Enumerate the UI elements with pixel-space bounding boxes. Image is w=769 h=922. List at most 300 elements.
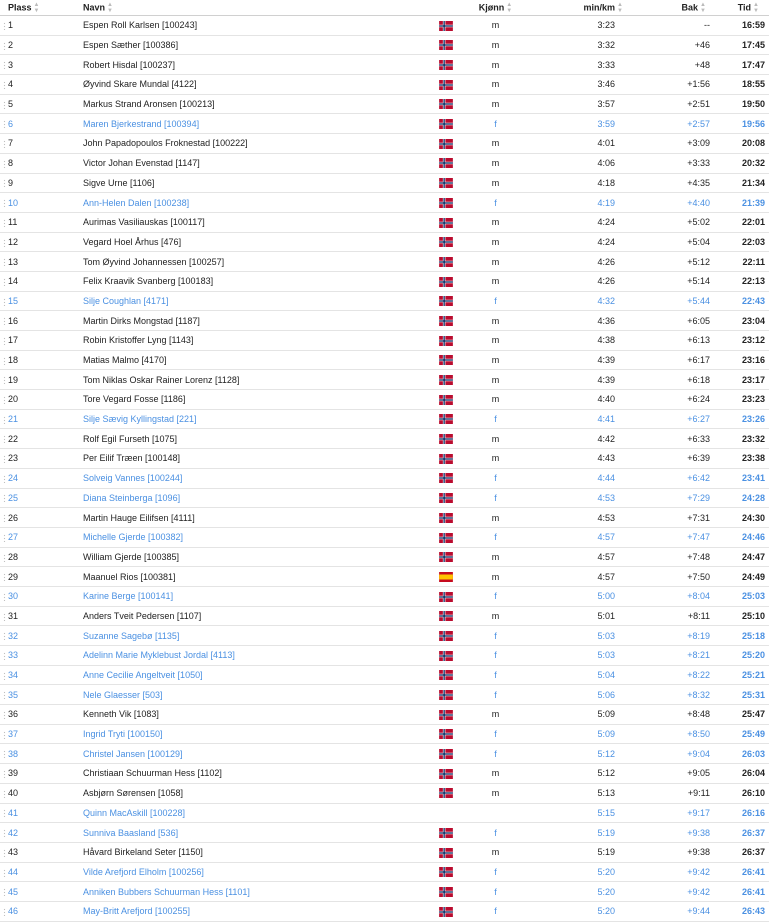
time-cell: 26:03 (718, 744, 769, 764)
gender-cell: m (463, 271, 528, 291)
behind-cell: +3:09 (633, 134, 718, 154)
drag-handle-icon[interactable] (3, 750, 6, 758)
gender-cell: m (463, 508, 528, 528)
gender-cell: m (463, 55, 528, 75)
column-header-tid[interactable] (718, 0, 769, 16)
flag-cell (439, 252, 463, 272)
drag-handle-icon[interactable] (3, 101, 6, 109)
pace-cell: 4:19 (528, 193, 633, 213)
flag-cell (439, 586, 463, 606)
column-header-flag (439, 0, 463, 16)
name-link[interactable]: Karine Berge [100141] (76, 586, 439, 606)
flag-cell (439, 94, 463, 114)
place-cell (0, 449, 76, 469)
table-row[interactable] (0, 193, 769, 213)
column-header-navn[interactable] (76, 0, 439, 16)
place-cell (0, 468, 76, 488)
table-row[interactable] (0, 685, 769, 705)
column-header-plass[interactable] (0, 0, 76, 16)
time-cell: 26:41 (718, 862, 769, 882)
place-cell (0, 55, 76, 75)
table-row[interactable] (0, 705, 769, 725)
place-cell (0, 508, 76, 528)
place-value: 30 (8, 591, 19, 602)
place-value: 11 (8, 217, 18, 228)
drag-handle-icon[interactable] (3, 22, 6, 30)
place-cell (0, 488, 76, 508)
drag-handle-icon[interactable] (3, 416, 6, 424)
pace-cell: 4:57 (528, 567, 633, 587)
name-link[interactable]: Christel Jansen [100129] (76, 744, 439, 764)
flag-cell (439, 16, 463, 36)
place-cell (0, 193, 76, 213)
table-row[interactable] (0, 16, 769, 36)
time-cell: 25:47 (718, 705, 769, 725)
gender-cell: m (463, 567, 528, 587)
pace-cell: 4:57 (528, 547, 633, 567)
place-value: 23 (8, 453, 19, 464)
table-row[interactable] (0, 803, 769, 823)
place-cell (0, 16, 76, 36)
drag-handle-icon[interactable] (3, 81, 6, 89)
drag-handle-icon[interactable] (3, 849, 6, 857)
table-row[interactable] (0, 744, 769, 764)
place-value: 8 (8, 158, 14, 169)
place-cell (0, 586, 76, 606)
table-row[interactable] (0, 370, 769, 390)
place-cell (0, 291, 76, 311)
table-row[interactable] (0, 646, 769, 666)
table-row[interactable] (0, 134, 769, 154)
gender-cell: f (463, 724, 528, 744)
place-value: 25 (8, 492, 19, 503)
name-link[interactable]: Aurimas Vasiliauskas [100117] (76, 212, 439, 232)
drag-handle-icon[interactable] (3, 869, 6, 877)
name-link[interactable]: Ann-Helen Dalen [100238] (76, 193, 439, 213)
behind-cell: +9:38 (633, 842, 718, 862)
flag-cell (439, 429, 463, 449)
name-link[interactable]: Øyvind Skare Mundal [4122] (76, 75, 439, 95)
table-row[interactable] (0, 55, 769, 75)
behind-cell: +6:05 (633, 311, 718, 331)
name-link[interactable]: Solveig Vannes [100244] (76, 468, 439, 488)
table-row[interactable] (0, 606, 769, 626)
norway-flag-icon (439, 631, 453, 641)
column-header-bak[interactable] (633, 0, 718, 16)
table-row[interactable] (0, 586, 769, 606)
table-row[interactable] (0, 114, 769, 134)
behind-cell: +8:50 (633, 724, 718, 744)
table-row[interactable] (0, 547, 769, 567)
table-row[interactable] (0, 311, 769, 331)
table-row[interactable] (0, 764, 769, 784)
pace-cell: 5:09 (528, 705, 633, 725)
gender-cell: f (463, 291, 528, 311)
norway-flag-icon (439, 21, 453, 31)
sort-icon[interactable]: ▲ ▼ (700, 1, 706, 14)
behind-cell: +5:44 (633, 291, 718, 311)
table-row[interactable] (0, 842, 769, 862)
name-link[interactable]: Michelle Gjerde [100382] (76, 527, 439, 547)
sort-icon[interactable]: ▲ ▼ (617, 1, 623, 14)
sort-icon[interactable]: ▲ ▼ (107, 1, 113, 14)
place-value: 46 (8, 906, 19, 917)
behind-cell: +7:50 (633, 567, 718, 587)
pace-cell: 4:24 (528, 232, 633, 252)
name-link[interactable]: Anne Cecilie Angeltveit [1050] (76, 665, 439, 685)
place-cell (0, 390, 76, 410)
drag-handle-icon[interactable] (3, 61, 6, 69)
drag-handle-icon[interactable] (3, 435, 6, 443)
gender-cell: f (463, 665, 528, 685)
drag-handle-icon[interactable] (3, 475, 6, 483)
place-cell (0, 370, 76, 390)
pace-cell: 4:32 (528, 291, 633, 311)
place-cell (0, 134, 76, 154)
behind-cell: +1:56 (633, 75, 718, 95)
gender-cell: m (463, 134, 528, 154)
table-row[interactable] (0, 724, 769, 744)
norway-flag-icon (439, 454, 453, 464)
name-link[interactable]: Matias Malmo [4170] (76, 350, 439, 370)
behind-cell: +5:02 (633, 212, 718, 232)
place-cell (0, 882, 76, 902)
gender-cell: f (463, 862, 528, 882)
pace-cell: 5:20 (528, 882, 633, 902)
name-link[interactable]: Victor Johan Evenstad [1147] (76, 153, 439, 173)
flag-cell (439, 468, 463, 488)
name-link[interactable]: Silje Sævig Kyllingstad [221] (76, 409, 439, 429)
time-cell: 26:41 (718, 882, 769, 902)
sort-icon[interactable]: ▲ ▼ (33, 1, 40, 14)
place-value: 18 (8, 355, 19, 366)
column-header-label: Kjønn (478, 1, 505, 12)
drag-handle-icon[interactable] (3, 357, 6, 365)
drag-handle-icon[interactable] (3, 888, 6, 896)
pace-cell: 5:20 (528, 862, 633, 882)
pace-cell: 5:20 (528, 901, 633, 921)
drag-handle-icon[interactable] (3, 219, 6, 227)
column-header-label: Navn (83, 1, 106, 12)
name-link[interactable]: Christiaan Schuurman Hess [1102] (76, 764, 439, 784)
gender-cell: m (463, 94, 528, 114)
name-link[interactable]: Robert Hisdal [100237] (76, 55, 439, 75)
name-link[interactable]: Maanuel Rios [100381] (76, 567, 439, 587)
behind-cell: +5:12 (633, 252, 718, 272)
drag-handle-icon[interactable] (3, 199, 6, 207)
name-link[interactable]: Rolf Egil Furseth [1075] (76, 429, 439, 449)
sort-icon[interactable]: ▲ ▼ (506, 1, 513, 14)
name-link[interactable]: John Papadopoulos Froknestad [100222] (76, 134, 439, 154)
name-link[interactable]: Håvard Birkeland Seter [1150] (76, 842, 439, 862)
flag-cell (439, 449, 463, 469)
drag-handle-icon[interactable] (3, 455, 6, 463)
table-row[interactable] (0, 409, 769, 429)
place-value: 24 (8, 473, 19, 484)
drag-handle-icon[interactable] (3, 239, 6, 247)
flag-cell (439, 271, 463, 291)
place-value: 32 (8, 630, 19, 641)
pace-cell: 4:39 (528, 370, 633, 390)
name-link[interactable]: Per Eilif Træen [100148] (76, 449, 439, 469)
behind-cell: +6:39 (633, 449, 718, 469)
name-link[interactable]: Nele Glaesser [503] (76, 685, 439, 705)
name-link[interactable]: Tom Niklas Oskar Rainer Lorenz [1128] (76, 370, 439, 390)
behind-cell: +6:17 (633, 350, 718, 370)
table-row[interactable] (0, 468, 769, 488)
drag-handle-icon[interactable] (3, 770, 6, 778)
table-row[interactable] (0, 665, 769, 685)
name-link[interactable]: Suzanne Sagebø [1135] (76, 626, 439, 646)
drag-handle-icon[interactable] (3, 376, 6, 384)
drag-handle-icon[interactable] (3, 691, 6, 699)
name-link[interactable]: Felix Kraavik Svanberg [100183] (76, 271, 439, 291)
name-link[interactable]: Ingrid Tryti [100150] (76, 724, 439, 744)
table-row[interactable] (0, 291, 769, 311)
table-row[interactable] (0, 626, 769, 646)
pace-cell: 4:01 (528, 134, 633, 154)
behind-cell: +6:33 (633, 429, 718, 449)
flag-cell (439, 665, 463, 685)
drag-handle-icon[interactable] (3, 278, 6, 286)
place-value: 26 (8, 512, 19, 523)
drag-handle-icon[interactable] (3, 42, 6, 50)
table-row[interactable] (0, 567, 769, 587)
table-row[interactable] (0, 508, 769, 528)
table-row[interactable] (0, 783, 769, 803)
time-cell: 24:30 (718, 508, 769, 528)
norway-flag-icon (439, 788, 453, 798)
name-link[interactable]: Espen Sæther [100386] (76, 35, 439, 55)
pace-cell: 4:44 (528, 468, 633, 488)
time-cell: 20:32 (718, 153, 769, 173)
pace-cell: 5:03 (528, 626, 633, 646)
time-cell: 18:55 (718, 75, 769, 95)
sort-icon[interactable]: ▲ ▼ (753, 1, 759, 14)
drag-handle-icon[interactable] (3, 632, 6, 640)
name-link[interactable]: Martin Hauge Eilifsen [4111] (76, 508, 439, 528)
gender-cell (463, 803, 528, 823)
place-value: 22 (8, 433, 19, 444)
name-link[interactable]: Silje Coughlan [4171] (76, 291, 439, 311)
behind-cell: +6:13 (633, 331, 718, 351)
flag-cell (439, 527, 463, 547)
drag-handle-icon[interactable] (3, 337, 6, 345)
drag-handle-icon[interactable] (3, 514, 6, 522)
gender-cell: m (463, 252, 528, 272)
behind-cell: +6:24 (633, 390, 718, 410)
behind-cell: +9:44 (633, 901, 718, 921)
flag-cell (439, 901, 463, 921)
place-value: 28 (8, 551, 19, 562)
place-value: 12 (8, 236, 19, 247)
behind-cell: +2:51 (633, 94, 718, 114)
behind-cell: +9:42 (633, 882, 718, 902)
name-link[interactable]: Anniken Bubbers Schuurman Hess [1101] (76, 882, 439, 902)
drag-handle-icon[interactable] (3, 120, 6, 128)
time-cell: 23:23 (718, 390, 769, 410)
pace-cell: 4:36 (528, 311, 633, 331)
pace-cell: 5:06 (528, 685, 633, 705)
behind-cell: +5:14 (633, 271, 718, 291)
column-header-kjonn[interactable] (463, 0, 528, 16)
place-value: 43 (8, 847, 19, 858)
drag-handle-icon[interactable] (3, 298, 6, 306)
drag-handle-icon[interactable] (3, 790, 6, 798)
drag-handle-icon[interactable] (3, 652, 6, 660)
norway-flag-icon (439, 218, 453, 228)
flag-cell (439, 488, 463, 508)
time-cell: 25:20 (718, 646, 769, 666)
name-link[interactable]: Tom Øyvind Johannessen [100257] (76, 252, 439, 272)
place-value: 13 (8, 256, 19, 267)
table-row[interactable] (0, 882, 769, 902)
place-value: 19 (8, 374, 19, 385)
pace-cell: 4:53 (528, 508, 633, 528)
table-row[interactable] (0, 271, 769, 291)
name-link[interactable]: Maren Bjerkestrand [100394] (76, 114, 439, 134)
place-value: 45 (8, 886, 19, 897)
drag-handle-icon[interactable] (3, 908, 6, 916)
name-link[interactable]: Asbjørn Sørensen [1058] (76, 783, 439, 803)
pace-cell: 3:46 (528, 75, 633, 95)
table-row[interactable] (0, 901, 769, 921)
place-cell (0, 232, 76, 252)
drag-handle-icon[interactable] (3, 317, 6, 325)
time-cell: 23:04 (718, 311, 769, 331)
place-cell (0, 429, 76, 449)
place-value: 36 (8, 709, 19, 720)
drag-handle-icon[interactable] (3, 829, 6, 837)
table-row[interactable] (0, 75, 769, 95)
drag-handle-icon[interactable] (3, 140, 6, 148)
drag-handle-icon[interactable] (3, 258, 6, 266)
place-cell (0, 744, 76, 764)
pace-cell: 4:41 (528, 409, 633, 429)
pace-cell: 5:12 (528, 764, 633, 784)
norway-flag-icon (439, 277, 453, 287)
table-row[interactable] (0, 212, 769, 232)
table-row[interactable] (0, 862, 769, 882)
table-row[interactable] (0, 449, 769, 469)
table-row[interactable] (0, 35, 769, 55)
name-link[interactable]: Markus Strand Aronsen [100213] (76, 94, 439, 114)
time-cell: 19:50 (718, 94, 769, 114)
table-row[interactable] (0, 390, 769, 410)
norway-flag-icon (439, 336, 453, 346)
drag-handle-icon[interactable] (3, 711, 6, 719)
behind-cell: +6:18 (633, 370, 718, 390)
name-link[interactable]: Sunniva Baasland [536] (76, 823, 439, 843)
name-link[interactable]: Kenneth Vik [1083] (76, 705, 439, 725)
norway-flag-icon (439, 158, 453, 168)
name-link[interactable]: Quinn MacAskill [100228] (76, 803, 439, 823)
name-link[interactable]: Anders Tveit Pedersen [1107] (76, 606, 439, 626)
table-row[interactable] (0, 153, 769, 173)
place-value: 38 (8, 748, 19, 759)
norway-flag-icon (439, 178, 453, 188)
table-row[interactable] (0, 173, 769, 193)
place-value: 6 (8, 118, 14, 129)
behind-cell: +4:35 (633, 173, 718, 193)
table-row[interactable] (0, 94, 769, 114)
name-link[interactable]: Adelinn Marie Myklebust Jordal [4113] (76, 646, 439, 666)
column-header-label: Bak (681, 1, 699, 12)
table-row[interactable] (0, 331, 769, 351)
place-cell (0, 783, 76, 803)
drag-handle-icon[interactable] (3, 396, 6, 404)
norway-flag-icon (439, 80, 453, 90)
table-row[interactable] (0, 823, 769, 843)
drag-handle-icon[interactable] (3, 809, 6, 817)
drag-handle-icon[interactable] (3, 731, 6, 739)
drag-handle-icon[interactable] (3, 593, 6, 601)
name-link[interactable]: Vilde Arefjord Elholm [100256] (76, 862, 439, 882)
drag-handle-icon[interactable] (3, 613, 6, 621)
name-link[interactable]: Sigve Urne [1106] (76, 173, 439, 193)
behind-cell: +9:42 (633, 862, 718, 882)
table-row[interactable] (0, 252, 769, 272)
gender-cell: f (463, 901, 528, 921)
time-cell: 23:16 (718, 350, 769, 370)
place-cell (0, 547, 76, 567)
name-link[interactable]: May-Britt Arefjord [100255] (76, 901, 439, 921)
place-cell (0, 173, 76, 193)
place-cell (0, 901, 76, 921)
name-link[interactable]: Vegard Hoel Århus [476] (76, 232, 439, 252)
time-cell: 17:45 (718, 35, 769, 55)
drag-handle-icon[interactable] (3, 573, 6, 581)
place-cell (0, 862, 76, 882)
drag-handle-icon[interactable] (3, 179, 6, 187)
norway-flag-icon (439, 769, 453, 779)
drag-handle-icon[interactable] (3, 554, 6, 562)
norway-flag-icon (439, 907, 453, 917)
table-row[interactable] (0, 232, 769, 252)
time-cell: 19:56 (718, 114, 769, 134)
drag-handle-icon[interactable] (3, 672, 6, 680)
table-row[interactable] (0, 350, 769, 370)
gender-cell: m (463, 75, 528, 95)
name-link[interactable]: William Gjerde [100385] (76, 547, 439, 567)
drag-handle-icon[interactable] (3, 160, 6, 168)
flag-cell (439, 370, 463, 390)
flag-cell (439, 744, 463, 764)
drag-handle-icon[interactable] (3, 494, 6, 502)
flag-cell (439, 705, 463, 725)
gender-cell: m (463, 390, 528, 410)
table-row[interactable] (0, 429, 769, 449)
table-row[interactable] (0, 527, 769, 547)
time-cell: 26:04 (718, 764, 769, 784)
name-link[interactable]: Tore Vegard Fosse [1186] (76, 390, 439, 410)
behind-cell: +7:31 (633, 508, 718, 528)
flag-cell (439, 823, 463, 843)
name-link[interactable]: Diana Steinberga [1096] (76, 488, 439, 508)
name-link[interactable]: Espen Roll Karlsen [100243] (76, 16, 439, 36)
name-link[interactable]: Martin Dirks Mongstad [1187] (76, 311, 439, 331)
pace-cell: 4:40 (528, 390, 633, 410)
behind-cell: +2:57 (633, 114, 718, 134)
drag-handle-icon[interactable] (3, 534, 6, 542)
place-cell (0, 114, 76, 134)
name-link[interactable]: Robin Kristoffer Lyng [1143] (76, 331, 439, 351)
table-row[interactable] (0, 488, 769, 508)
column-header-min-km[interactable] (528, 0, 633, 16)
gender-cell: m (463, 606, 528, 626)
gender-cell: m (463, 764, 528, 784)
behind-cell: +8:19 (633, 626, 718, 646)
